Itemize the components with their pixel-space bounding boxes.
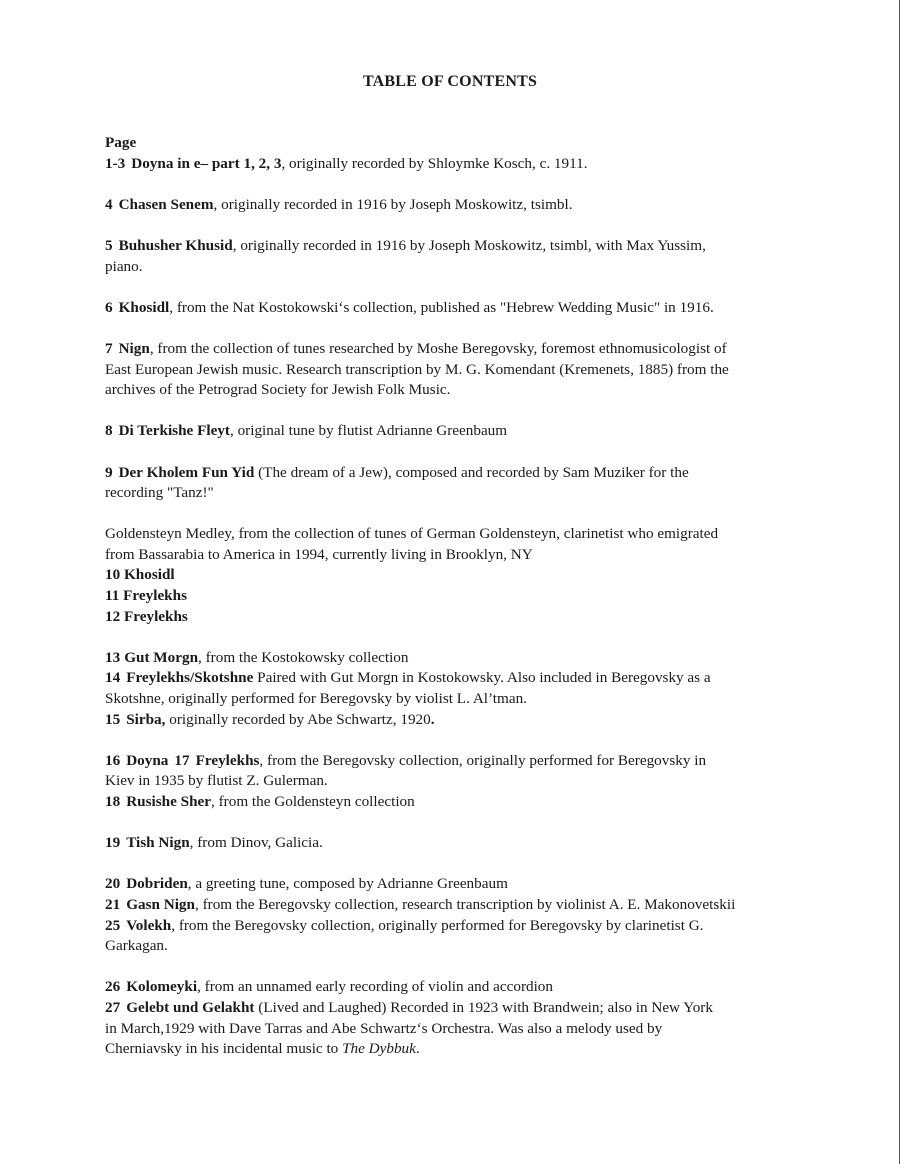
entry-description: Skotshne, originally performed for Beregovsky by violist L. Al’tman. [105,690,527,708]
entry-number: 13 [105,648,121,666]
entry-description: Kiev in 1935 by flutist Z. Gulerman. [105,772,328,790]
entry-number: 6 [105,298,113,316]
entry-title: Chasen Senem [118,195,214,213]
entry-description: , from the Beregovsky collection, originally performed for Beregovsky by clarinetist G. [171,916,704,934]
entry-number: 21 [105,895,121,913]
entry-description: in March,1929 with Dave Tarras and Abe Schwartz‘s Orchestra. Was also a melody used by [105,1019,663,1037]
entry-number: 27 [105,998,121,1016]
entry-number: 19 [105,834,121,852]
entry-number: 16 [105,751,121,769]
entry-title: Khosidl [118,298,170,316]
entry-number: 25 [105,916,121,934]
entry-description: , originally recorded in 1916 by Joseph Moskowitz, tsimbl. [213,195,573,213]
entry-description: Paired with Gut Morgn in Kostokowsky. Also included in Beregovsky as a [253,669,711,687]
entry-number: 1-3 [105,154,126,172]
medley-description: Goldensteyn Medley, from the collection of tunes of German Goldensteyn, clarinetist who emigrated [105,525,719,543]
entry-description: recording "Tanz!" [105,484,214,502]
work-title: The Dybbuk [342,1040,416,1058]
entry-title: Tish Nign [126,834,190,852]
entry-title: Rusishe Sher [126,793,212,810]
entry-description: , from the Beregovsky collection, originally performed for Beregovsky in [259,751,707,769]
entry-number: 14 [105,669,121,687]
medley-description: from Bassarabia to America in 1994, currently living in Brooklyn, NY [105,545,533,563]
entry-description: , from Dinov, Galicia. [189,834,323,852]
entry-title: Freylekhs [195,751,260,769]
toc-entry-9 [105,463,845,504]
entry-title: Nign [118,339,150,357]
entry-description: , original tune by flutist Adrianne Greenbaum [229,422,508,440]
page-title: TABLE OF CONTENTS [362,73,538,90]
toc-entry-7 [105,339,845,401]
entry-description: , from the collection of tunes researched by Moshe Beregovsky, foremost ethnomusicologist of [149,339,727,357]
entry-description: Garkagan. [105,937,168,955]
entry-description: , originally recorded by Shloymke Kosch, c. 1911. [281,154,588,172]
toc-entry-5 [105,236,845,277]
entry-title: Di Terkishe Fleyt [118,422,230,440]
toc-entry-4 [105,195,845,216]
entry-number: 18 [105,793,121,810]
entry-number: 15 [105,710,121,728]
entry-title: Freylekhs/Skotshne [126,669,254,687]
entry-description: originally recorded by Abe Schwartz, 1920 [165,710,431,728]
toc-entry-6 [105,298,845,319]
toc-entries-26-27: 26 Kolomeyki, from an unnamed early recording of violin and accordion 27 Gelebt und Gelakht (Lived and Laughed) Recorded in 1923 with Brandwein; also in New York in March,1929 with Dave Tarras and Abe Schwartz‘s Orchestra. Was also a melody used by Cherniavsky in his incidental music to The Dybbuk. [105,977,845,1059]
entry-description: , from the Goldensteyn collection [211,793,415,810]
toc-entries-13-15: 13 Gut Morgn, from the Kostokowsky collection 14 Freylekhs/Skotshne Paired with Gut Morgn in Kostokowsky. Also included in Beregovsky as a Skotshne, originally performed for Beregovsky by violist L. Al’tman. 15 Sirba, originally recorded by Abe Schwartz, 1920. [105,648,845,730]
entry-description: piano. [105,257,143,275]
entry-title: Gut Morgn [124,648,199,666]
entry-title: Der Kholem Fun Yid [118,463,255,481]
entry-description: , from the Nat Kostokowski‘s collection, published as "Hebrew Wedding Music" in 1916. [169,298,714,316]
entry-description: Cherniavsky in his incidental music to [105,1040,343,1058]
entry-description: , from the Beregovsky collection, research transcription by violinist A. E. Makonovetskii [194,895,736,913]
toc-medley [105,524,845,627]
entry-title: Buhusher Khusid [118,236,233,254]
toc-page-label: Page [105,134,137,151]
entry-number: 7 [105,339,113,357]
entry-title: 12 Freylekhs [105,607,188,625]
entry-description: , from an unnamed early recording of violin and accordion [197,978,553,996]
entry-title: Gasn Nign [126,895,195,913]
entry-title: Dobriden [126,875,188,893]
entry-description: (The dream of a Jew), composed and recorded by Sam Muziker for the [254,463,689,481]
entry-description: East European Jewish music. Research transcription by M. G. Komendant (Kremenets, 1885) from the [105,360,729,378]
entry-title: Sirba, [126,710,166,728]
toc-entry-19 [105,833,845,854]
entry-description: , from the Kostokowsky collection [198,648,409,666]
entry-title: Doyna [126,751,169,769]
entry-number: 17 [174,751,190,769]
entry-number: 4 [105,195,113,213]
entry-number: 9 [105,463,113,481]
entry-number: 8 [105,422,113,440]
entry-title: Gelebt und Gelakht [126,998,255,1016]
entry-description: archives of the Petrograd Society for Jewish Folk Music. [105,381,451,399]
entry-description: (Lived and Laughed) Recorded in 1923 with Brandwein; also in New York [254,998,713,1016]
entry-title: 11 Freylekhs [105,587,187,605]
entry-title: Volekh [126,916,172,934]
entry-description: , a greeting tune, composed by Adrianne Greenbaum [187,875,508,893]
entry-title: Doyna in e– part 1, 2, 3 [131,154,282,172]
entry-title: Kolomeyki [126,978,198,996]
toc-entries-16-18 [105,751,845,813]
entry-description: , originally recorded in 1916 by Joseph Moskowitz, tsimbl, with Max Yussim, [232,236,706,254]
toc-content [105,133,845,1080]
toc-entry-1 [105,133,845,174]
toc-entries-20-25 [105,874,845,956]
entry-number: 20 [105,875,121,893]
toc-entry-8 [105,421,845,442]
entry-number: 26 [105,978,121,996]
entry-title: 10 Khosidl [105,566,175,584]
entry-number: 5 [105,236,113,254]
